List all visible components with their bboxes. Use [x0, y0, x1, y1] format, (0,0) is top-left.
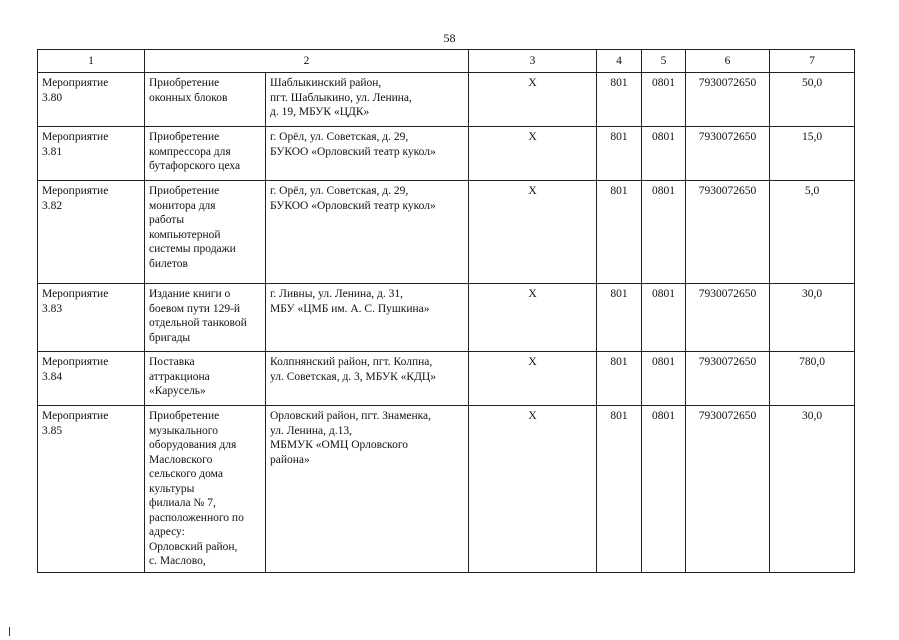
table-row: [38, 352, 855, 406]
measure-name-line: Приобретение: [149, 185, 220, 197]
table-row: [38, 284, 855, 352]
address-line: района»: [270, 453, 310, 466]
col5-cell: 0801: [642, 127, 686, 181]
measure-id-cell: [38, 73, 145, 127]
header-col-7: 7: [770, 50, 855, 73]
measure-name-line: культуры: [149, 482, 195, 495]
table-row: [38, 127, 855, 181]
measure-name-line: оконных блоков: [149, 91, 228, 104]
address-line: ул. Советская, д. 3, МБУК «КДЦ»: [270, 370, 436, 383]
address-line: БУКОО «Орловский театр кукол»: [270, 145, 436, 158]
header-row: [38, 50, 855, 73]
measure-name-line: системы продажи: [149, 243, 236, 255]
measure-name-line: адресу:: [149, 526, 185, 538]
measure-name-line: монитора для: [149, 199, 216, 212]
measure-id-number: 3.80: [42, 91, 63, 104]
measure-name-cell: [145, 284, 266, 352]
col3-cell: Х: [469, 127, 597, 181]
col6-cell: 7930072650: [686, 73, 770, 127]
measure-id-cell: [38, 127, 145, 181]
measure-name-line: расположенного по: [149, 511, 244, 524]
measure-id-cell: [38, 352, 145, 406]
col5-cell: 0801: [642, 181, 686, 284]
measure-name-line: компрессора для: [149, 145, 231, 158]
address-cell: [266, 284, 469, 352]
measure-id-number: 3.85: [42, 424, 63, 437]
measure-id-label: Мероприятие: [42, 288, 109, 300]
measure-name-line: филиала № 7,: [149, 497, 216, 509]
table-row: [38, 181, 855, 284]
col7-cell: 15,0: [770, 127, 855, 181]
measure-name-cell: [145, 352, 266, 406]
measure-name-line: Приобретение: [149, 131, 220, 143]
address-cell: [266, 127, 469, 181]
measure-name-cell: [145, 181, 266, 284]
measure-name-line: бригады: [149, 331, 191, 344]
col7-cell: 5,0: [770, 181, 855, 284]
measure-name-line: с. Маслово,: [149, 555, 206, 567]
col4-cell: 801: [597, 284, 642, 352]
measure-id-label: Мероприятие: [42, 356, 109, 368]
measure-id-number: 3.84: [42, 370, 63, 383]
col7-cell: 780,0: [770, 352, 855, 406]
col6-cell: 7930072650: [686, 181, 770, 284]
address-line: пгт. Шаблыкино, ул. Ленина,: [270, 91, 412, 104]
measure-id-cell: [38, 406, 145, 573]
col6-cell: 7930072650: [686, 127, 770, 181]
col3-cell: Х: [469, 352, 597, 406]
address-line: Колпнянский район, пгт. Колпна,: [270, 356, 433, 368]
table-row: [38, 406, 855, 573]
measure-name-cell: [145, 73, 266, 127]
measure-name-line: «Карусель»: [149, 385, 206, 397]
col3-cell: Х: [469, 73, 597, 127]
col4-cell: 801: [597, 127, 642, 181]
measure-name-line: отдельной танковой: [149, 317, 247, 329]
margin-mark: [9, 627, 10, 636]
measure-id-label: Мероприятие: [42, 410, 109, 422]
col4-cell: 801: [597, 73, 642, 127]
col7-cell: 50,0: [770, 73, 855, 127]
table-row: [38, 73, 855, 127]
measure-name-line: бутафорского цеха: [149, 160, 241, 172]
measure-name-line: Издание книги о: [149, 288, 231, 300]
measure-name-line: боевом пути 129-й: [149, 302, 241, 315]
col6-cell: 7930072650: [686, 352, 770, 406]
address-cell: [266, 406, 469, 573]
measure-name-line: Орловский район,: [149, 540, 238, 553]
address-line: БУКОО «Орловский театр кукол»: [270, 199, 436, 212]
address-cell: [266, 352, 469, 406]
measure-id-label: Мероприятие: [42, 77, 109, 89]
col7-cell: 30,0: [770, 406, 855, 573]
address-line: Орловский район, пгт. Знаменка,: [270, 410, 432, 422]
measure-name-line: музыкального: [149, 424, 218, 437]
col6-cell: 7930072650: [686, 406, 770, 573]
measure-name-line: оборудования для: [149, 439, 237, 451]
measure-id-number: 3.82: [42, 199, 63, 212]
col5-cell: 0801: [642, 352, 686, 406]
measure-id-cell: [38, 181, 145, 284]
measure-id-number: 3.83: [42, 302, 63, 315]
header-col-5: 5: [642, 50, 686, 73]
header-col-6: 6: [686, 50, 770, 73]
address-line: Шаблыкинский район,: [270, 77, 382, 89]
col5-cell: 0801: [642, 73, 686, 127]
header-col-2: 2: [145, 50, 469, 73]
col5-cell: 0801: [642, 406, 686, 573]
measure-name-line: работы: [149, 214, 185, 226]
address-line: д. 19, МБУК «ЦДК»: [270, 106, 370, 118]
col3-cell: Х: [469, 406, 597, 573]
measure-id-label: Мероприятие: [42, 131, 109, 143]
measure-name-line: Поставка: [149, 356, 195, 368]
header-col-3: 3: [469, 50, 597, 73]
page-number: 58: [443, 31, 456, 45]
measure-name-line: компьютерной: [149, 228, 221, 241]
address-line: г. Орёл, ул. Советская, д. 29,: [270, 185, 409, 197]
address-cell: [266, 73, 469, 127]
measure-id-cell: [38, 284, 145, 352]
measure-id-label: Мероприятие: [42, 185, 109, 197]
address-line: МБМУК «ОМЦ Орловского: [270, 439, 408, 451]
col4-cell: 801: [597, 406, 642, 573]
col3-cell: Х: [469, 284, 597, 352]
measure-name-line: аттракциона: [149, 370, 210, 383]
address-cell: [266, 181, 469, 284]
col7-cell: 30,0: [770, 284, 855, 352]
measure-name-cell: [145, 406, 266, 573]
col4-cell: 801: [597, 181, 642, 284]
address-line: МБУ «ЦМБ им. А. С. Пушкина»: [270, 302, 430, 315]
measure-name-line: сельского дома: [149, 468, 223, 480]
col6-cell: 7930072650: [686, 284, 770, 352]
budget-table: [37, 49, 855, 573]
address-line: г. Ливны, ул. Ленина, д. 31,: [270, 288, 404, 300]
address-line: ул. Ленина, д.13,: [270, 424, 352, 437]
measure-name-line: Масловского: [149, 453, 213, 466]
header-col-4: 4: [597, 50, 642, 73]
measure-name-line: Приобретение: [149, 77, 220, 89]
col3-cell: Х: [469, 181, 597, 284]
measure-name-line: Приобретение: [149, 410, 220, 422]
measure-name-line: билетов: [149, 257, 188, 270]
measure-id-number: 3.81: [42, 145, 63, 158]
col4-cell: 801: [597, 352, 642, 406]
col5-cell: 0801: [642, 284, 686, 352]
address-line: г. Орёл, ул. Советская, д. 29,: [270, 131, 409, 143]
measure-name-cell: [145, 127, 266, 181]
header-col-1: 1: [38, 50, 145, 73]
